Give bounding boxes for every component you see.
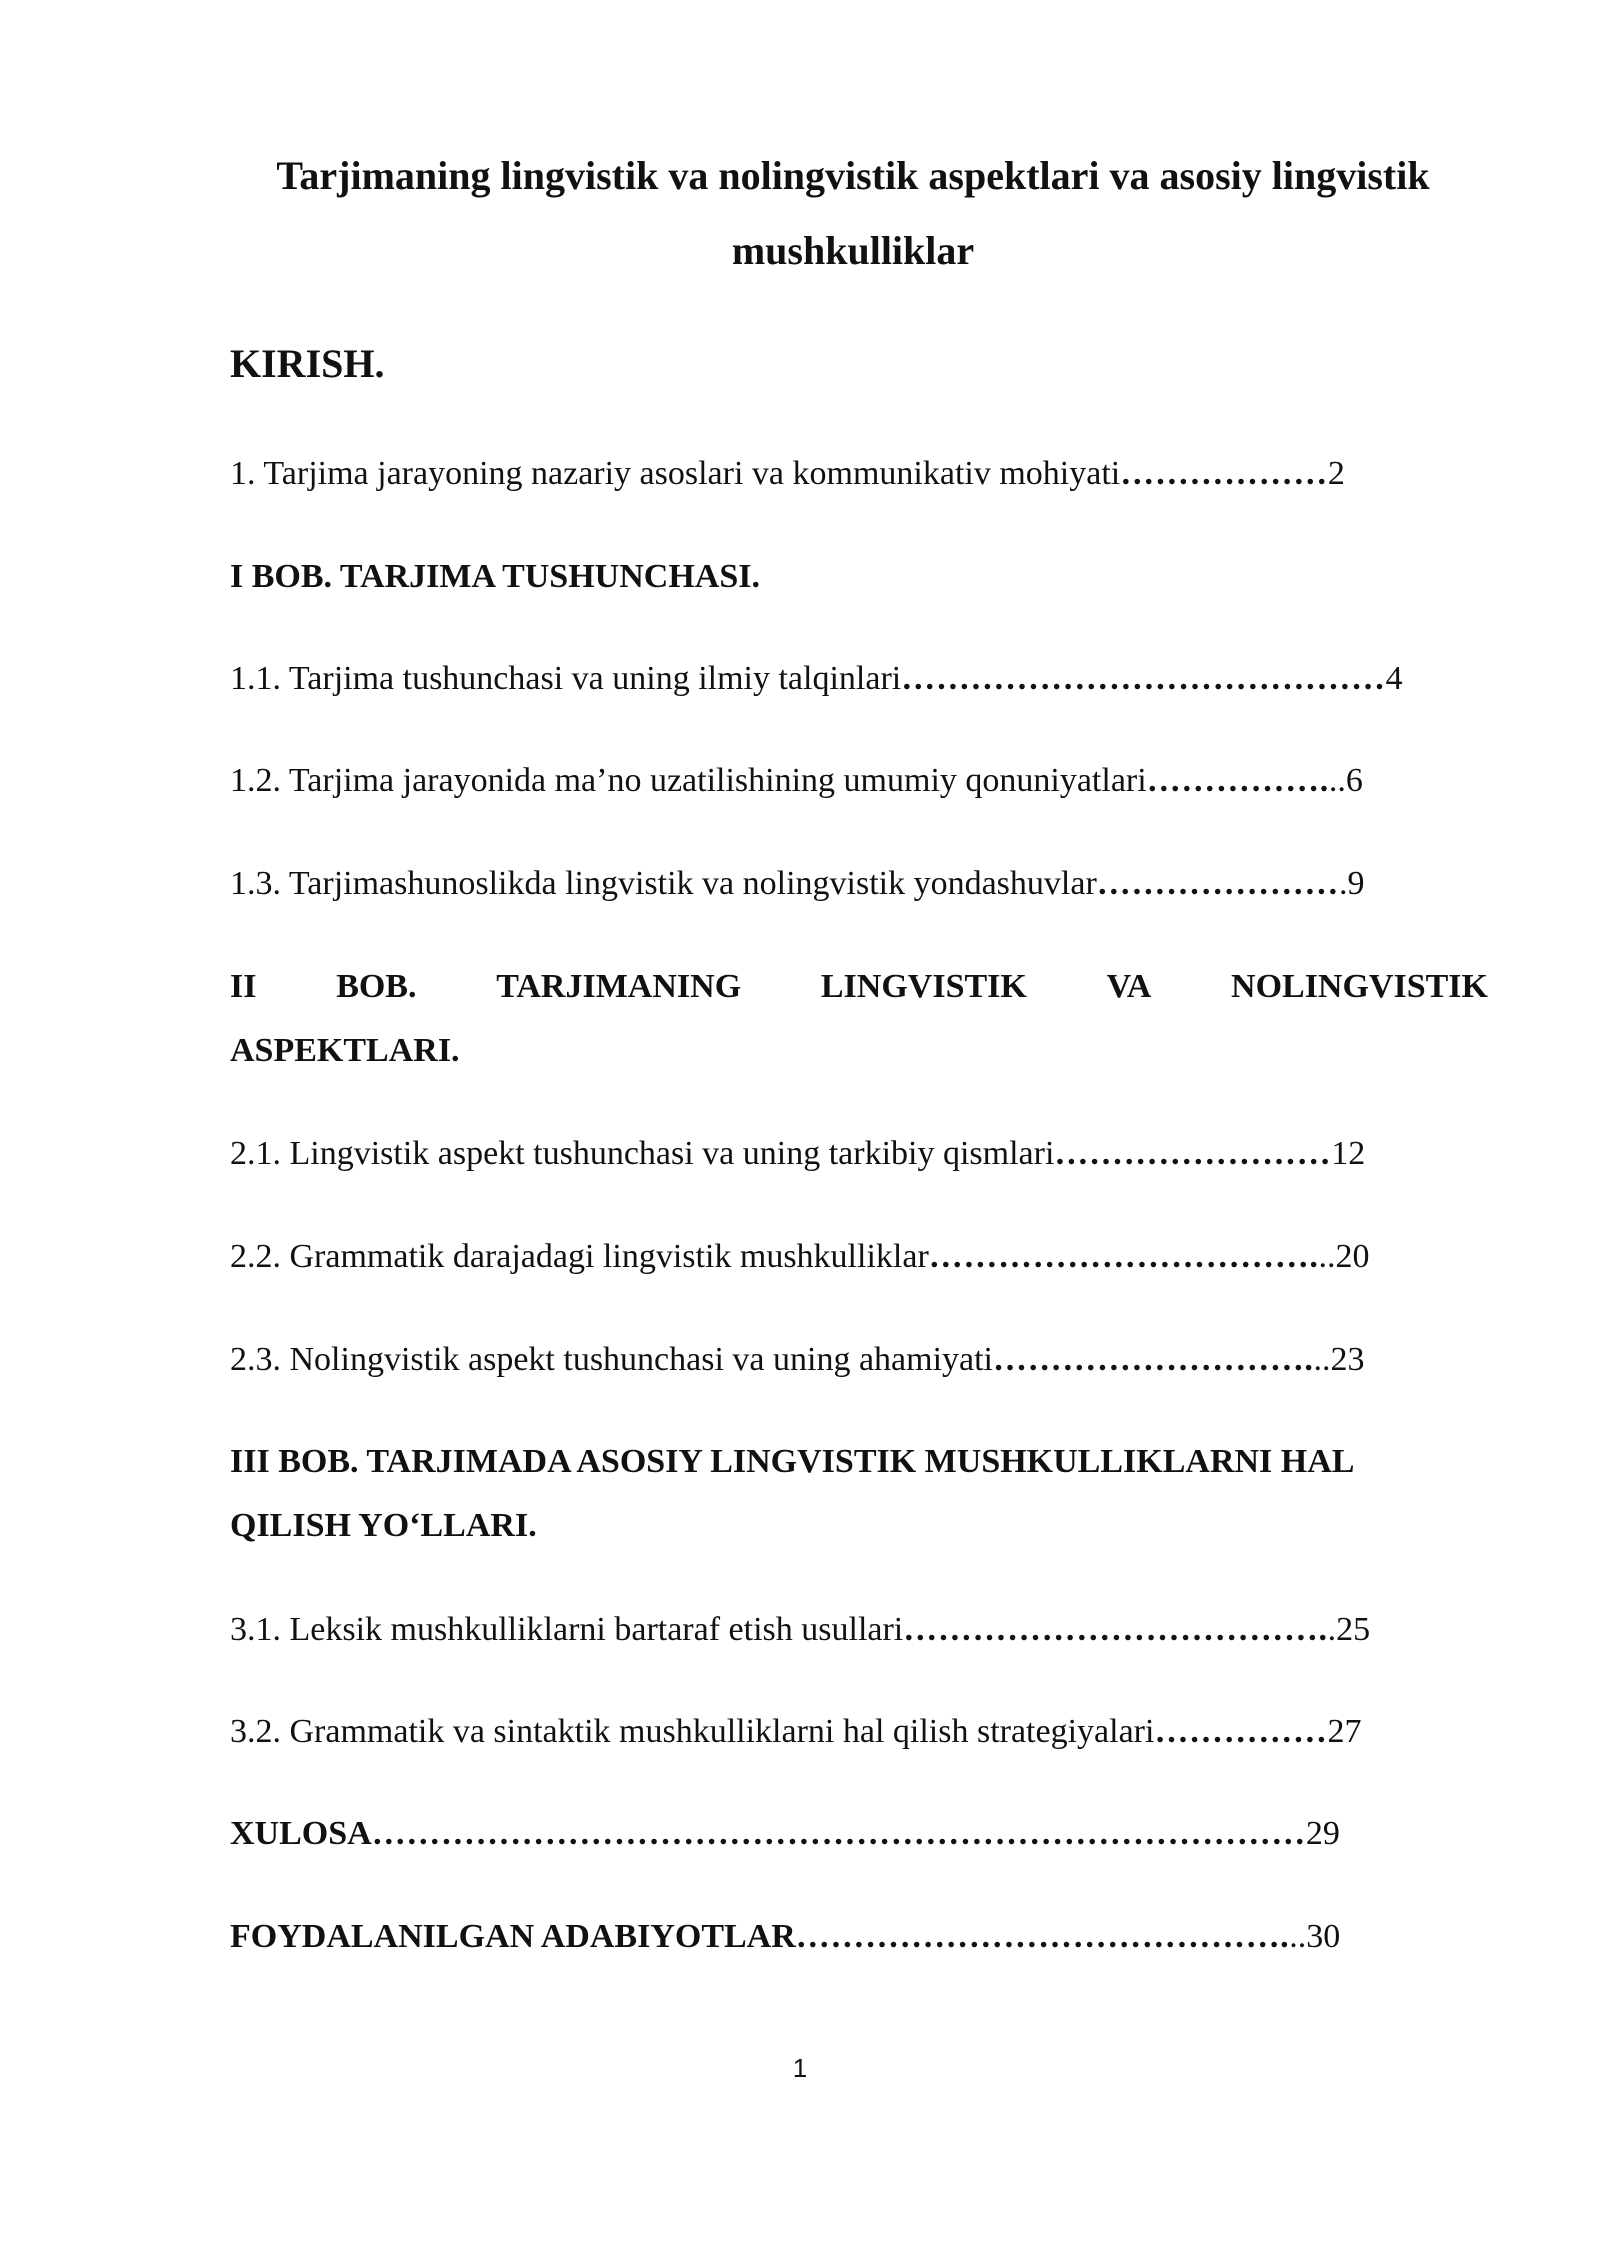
heading-word: NOLINGVISTIK (1231, 968, 1488, 1005)
toc-item-1-2 (230, 759, 1488, 803)
toc-item-intro (230, 452, 1488, 496)
toc-item-text: 2.3. Nolingvistik aspekt tushunchasi va uning ahamiyati (230, 1341, 994, 1378)
toc-item-text: XULOSA (230, 1815, 372, 1852)
toc-item-3-1 (230, 1608, 1488, 1652)
toc-item-text: FOYDALANILGAN ADABIYOTLAR (230, 1918, 796, 1955)
chapter-3-heading-line-1: III BOB. TARJIMADA ASOSIY LINGVISTIK MUSHKULLIKLARNI HAL (230, 1443, 1355, 1480)
heading-word: II (230, 968, 257, 1005)
toc-item-2-1 (230, 1132, 1488, 1176)
toc-item-2-3 (230, 1338, 1488, 1382)
toc-item-text: 2.1. Lingvistik aspekt tushunchasi va uning tarkibiy qismlari (230, 1135, 1055, 1172)
toc-item-text: 3.1. Leksik mushkulliklarni bartaraf etish usullari (230, 1611, 904, 1648)
toc-item-1-1 (230, 657, 1488, 701)
toc-leader: ……………………………………. (795, 1918, 1290, 1955)
title-line-2: mushkulliklar (731, 228, 975, 273)
toc-page-number: 12 (1331, 1135, 1366, 1172)
toc-leader: …………………………………… (901, 660, 1386, 697)
chapter-1-heading: I BOB. TARJIMA TUSHUNCHASI. (230, 558, 760, 595)
toc-item-text: 1.1. Tarjima tushunchasi va uning ilmiy talqinlari (230, 660, 902, 697)
toc-leader: ……………… (1120, 455, 1328, 492)
toc-item-references (230, 1915, 1488, 1959)
heading-word: BOB. (336, 968, 417, 1005)
chapter-2-heading-line-1 (230, 955, 1488, 1019)
toc-item-3-2 (230, 1710, 1488, 1754)
toc-leader: ……………………………………………………………………… (371, 1815, 1306, 1852)
intro-heading: KIRISH. (230, 341, 385, 386)
toc-item-text: 2.2. Grammatik darajadagi lingvistik mushkulliklar (230, 1238, 929, 1275)
toc-page-number: .25 (1327, 1611, 1371, 1648)
toc-leader: ………………… (1096, 865, 1339, 902)
toc-page-number: .9 (1338, 865, 1365, 902)
heading-word: TARJIMANING (496, 968, 742, 1005)
page-number: 1 (792, 2053, 808, 2083)
toc-page-number: ..20 (1318, 1238, 1370, 1275)
toc-page-number: ..30 (1289, 1918, 1341, 1955)
chapter-2-heading-line-2: ASPEKTLARI. (230, 1032, 460, 1069)
heading-word: LINGVISTIK (820, 968, 1027, 1005)
toc-leader: ………………………………. (903, 1611, 1328, 1648)
toc-page-number: ..23 (1313, 1341, 1365, 1378)
toc-leader: ……………. (1146, 762, 1329, 799)
toc-leader: …………… (1154, 1713, 1328, 1750)
toc-page-number: 27 (1327, 1713, 1362, 1750)
toc-item-text: 3.2. Grammatik va sintaktik mushkulliklarni hal qilish strategiyalari (230, 1713, 1155, 1750)
title-line-1: Tarjimaning lingvistik va nolingvistik aspektlari va asosiy lingvistik (276, 153, 1430, 198)
chapter-2-heading (230, 955, 1488, 1083)
toc-item-conclusion (230, 1812, 1488, 1856)
toc-page-number: ..6 (1328, 762, 1363, 799)
toc-page-number: 2 (1327, 455, 1345, 492)
toc-leader: …………………… (1054, 1135, 1332, 1172)
chapter-3-heading-line-2: QILISH YO‘LLARI. (230, 1507, 537, 1544)
chapter-3-heading (230, 1430, 1488, 1558)
toc-item-2-2 (230, 1235, 1488, 1279)
toc-leader: ……………………………. (928, 1238, 1319, 1275)
toc-item-text: 1.2. Tarjima jarayonida ma’no uzatilishining umumiy qonuniyatlari (230, 762, 1147, 799)
toc-leader: ………………………. (993, 1341, 1314, 1378)
toc-page-number: 4 (1385, 660, 1403, 697)
toc-item-1-3 (230, 862, 1488, 906)
toc-item-text: 1.3. Tarjimashunoslikda lingvistik va nolingvistik yondashuvlar (230, 865, 1097, 902)
document-title (222, 138, 1484, 288)
heading-word: VA (1106, 968, 1152, 1005)
toc-page-number: 29 (1305, 1815, 1340, 1852)
toc-item-text: 1. Tarjima jarayoning nazariy asoslari va kommunikativ mohiyati (230, 455, 1121, 492)
